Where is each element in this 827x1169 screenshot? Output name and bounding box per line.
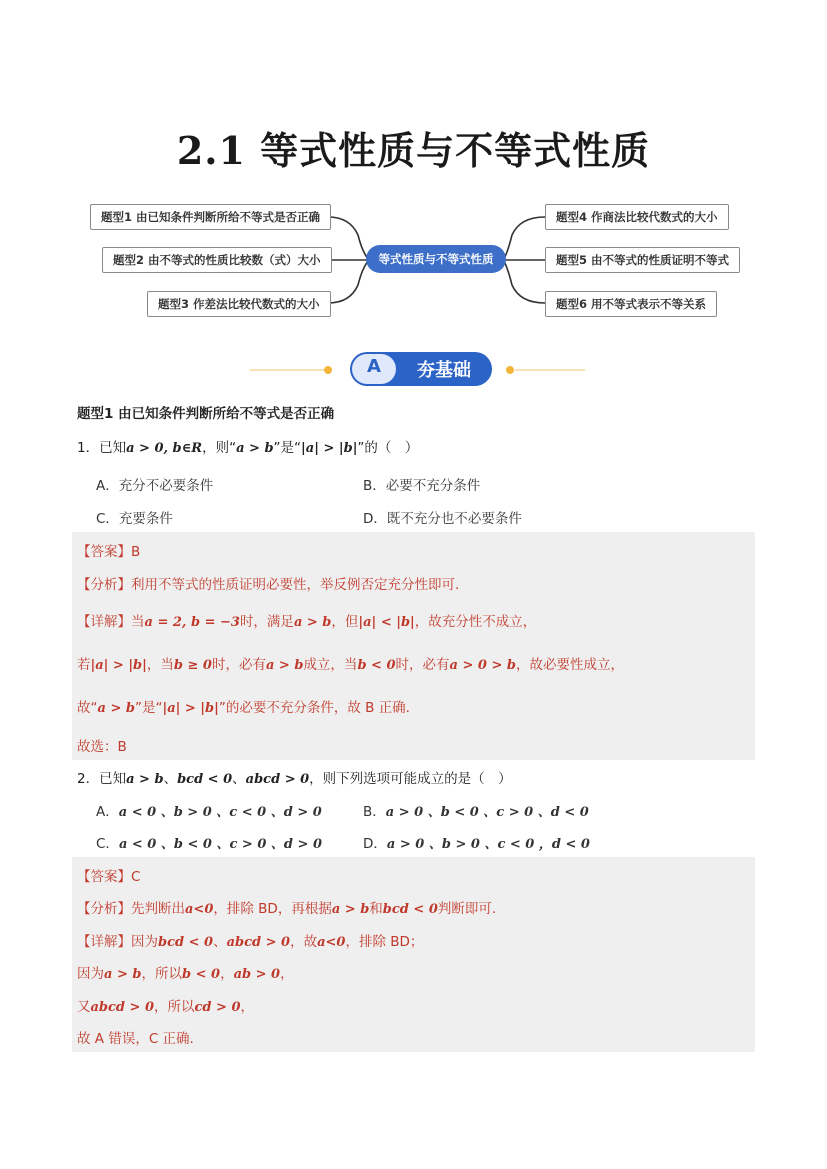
q1-answer: 【答案】B [77,544,141,560]
q2-answer: 【答案】C [77,869,141,885]
q1-detail-line2: 若|a| > |b|，当b ≥ 0时，必有a > b成立，当b < 0时，必有a > 0 > b，故必要性成立， [77,657,624,673]
q2-detail-line4: 故 A 错误，C 正确. [77,1031,194,1047]
mindmap-left-3: 题型3 作差法比较代数式的大小 [147,291,331,317]
section-heading: 题型1 由已知条件判断所给不等式是否正确 [77,406,335,422]
q2-analysis: 【分析】先判断出a<0，排除 BD，再根据a > b和bcd < 0判断即可. [77,901,497,917]
q2-option-b: B．a > 0 、b < 0 、c > 0 、d < 0 [363,804,589,820]
q2-option-c: C．a < 0 、b < 0 、c > 0 、d > 0 [96,836,322,852]
q1-solution-box [72,532,755,760]
question-1-stem: 1．已知a > 0, b∈R，则“a > b”是“|a| > |b|”的（ ） [77,440,419,456]
q1-option-c: C．充要条件 [96,511,173,527]
q1-detail-line3: 故“a > b”是“|a| > |b|”的必要不充分条件，故 B 正确. [77,700,410,716]
mindmap-right-1: 题型4 作商法比较代数式的大小 [545,204,729,230]
mindmap-right-3: 题型6 用不等式表示不等关系 [545,291,717,317]
q2-detail-line3: 又abcd > 0，所以cd > 0， [77,999,255,1015]
q2-option-d: D．a > 0 、b > 0 、c < 0 ，d < 0 [363,836,590,852]
q1-detail-line1: 【详解】当a = 2, b = −3时，满足a > b，但|a| < |b|，故充分性不成立， [77,614,537,630]
q1-option-d: D．既不充分也不必要条件 [363,511,522,527]
q1-choose: 故选：B [77,739,127,755]
mindmap-right-2: 题型5 由不等式的性质证明不等式 [545,247,740,273]
q2-option-a: A．a < 0 、b > 0 、c < 0 、d > 0 [96,804,322,820]
q2-detail-line1: 【详解】因为bcd < 0、abcd > 0，故a<0，排除 BD； [77,934,424,950]
question-2-stem: 2．已知a > b、bcd < 0、abcd > 0，则下列选项可能成立的是（ ） [77,771,512,787]
banner-title: 夯基础 [417,360,471,381]
q1-option-a: A．充分不必要条件 [96,478,214,494]
q1-analysis: 【分析】利用不等式的性质证明必要性，举反例否定充分性即可. [77,577,460,593]
mindmap-left-1: 题型1 由已知条件判断所给不等式是否正确 [90,204,331,230]
q1-option-b: B．必要不充分条件 [363,478,481,494]
mindmap-center: 等式性质与不等式性质 [366,245,506,273]
mindmap-left-2: 题型2 由不等式的性质比较数（式）大小 [102,247,332,273]
banner-letter: A [367,356,381,377]
q2-solution-box [72,857,755,1052]
q2-detail-line2: 因为a > b，所以b < 0，ab > 0， [77,966,294,982]
mind-map [0,195,827,325]
page-title: 2.1 等式性质与不等式性质 [176,128,651,173]
